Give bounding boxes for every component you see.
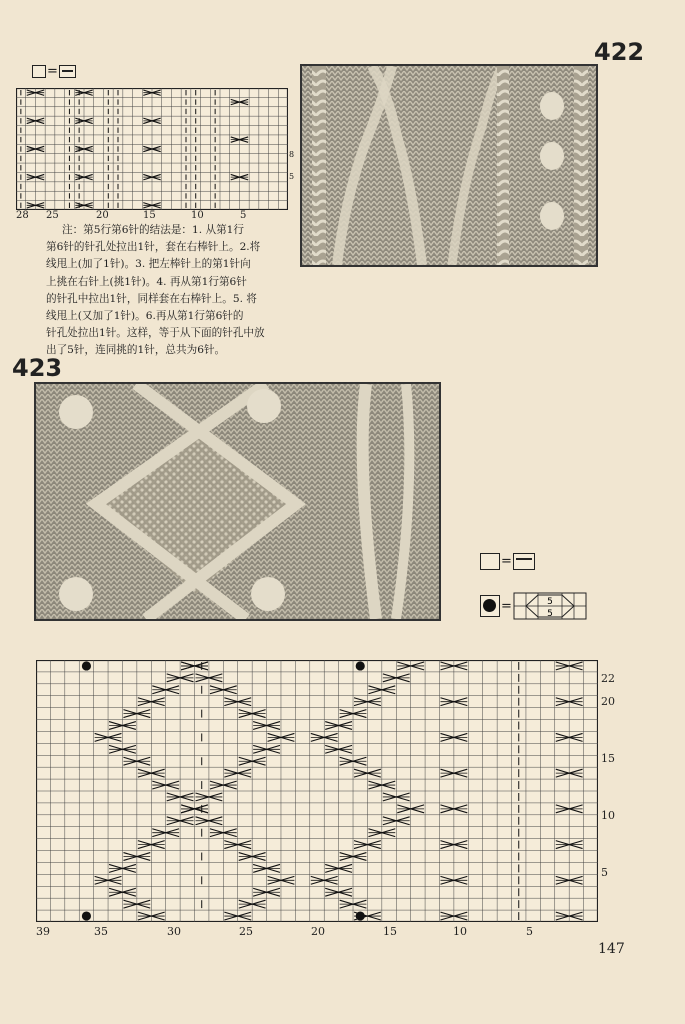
legend-422 bbox=[32, 64, 76, 79]
legend-423-knit bbox=[480, 553, 535, 570]
chart-423-grid bbox=[36, 660, 598, 922]
row-label: 22 bbox=[601, 672, 615, 685]
equals-sign: = bbox=[501, 554, 512, 569]
row-label: 8 bbox=[289, 150, 295, 159]
col-label: 15 bbox=[143, 210, 156, 221]
note-line: 的针孔中拉出1针，同样套在右棒针上。5. 将 bbox=[46, 292, 257, 305]
col-label: 5 bbox=[526, 925, 533, 938]
col-label: 30 bbox=[167, 925, 181, 938]
equals-sign: = bbox=[501, 598, 512, 614]
pattern-422-note bbox=[46, 222, 296, 360]
purl-symbol bbox=[59, 65, 76, 78]
page-number: 147 bbox=[598, 941, 625, 957]
swatch-423-image bbox=[36, 384, 439, 619]
col-label: 5 bbox=[240, 210, 247, 221]
bobble-dot-icon bbox=[356, 911, 365, 920]
note-line: 线甩上(又加了1针)。6.再从第1行第6针的 bbox=[46, 310, 244, 323]
col-label: 10 bbox=[453, 925, 467, 938]
pattern-number-423: 423 bbox=[12, 354, 63, 382]
row-label: 10 bbox=[601, 809, 615, 822]
pattern-number-422: 422 bbox=[594, 38, 645, 66]
chart-422-col-labels bbox=[16, 210, 288, 222]
knit-symbol bbox=[480, 553, 500, 570]
bobble-dot-icon bbox=[82, 661, 91, 670]
note-line: 注：第5行第6针的结法是：1. 从第1行 bbox=[62, 224, 245, 236]
row-label: 5 bbox=[289, 172, 295, 181]
col-label: 25 bbox=[46, 210, 59, 221]
chart-422 bbox=[16, 88, 288, 214]
bobble-chart-icon bbox=[513, 592, 587, 620]
knit-swatch-photo-422 bbox=[300, 64, 598, 267]
col-label: 28 bbox=[16, 210, 29, 221]
bobble-dot-icon bbox=[356, 661, 365, 670]
col-label: 20 bbox=[311, 925, 325, 938]
chart-423-col-labels bbox=[36, 925, 598, 939]
col-label: 20 bbox=[96, 210, 109, 221]
note-line: 针孔处拉出1针。这样，等于从下面的针孔中放 bbox=[46, 327, 265, 340]
col-label: 25 bbox=[239, 925, 253, 938]
note-line: 第6针的针孔处拉出1针，套在右棒针上。2.将 bbox=[46, 241, 261, 254]
col-label: 39 bbox=[36, 925, 50, 938]
chart-422-grid bbox=[16, 88, 288, 210]
col-label: 15 bbox=[383, 925, 397, 938]
swatch-422-image bbox=[302, 66, 596, 265]
row-label: 20 bbox=[601, 695, 615, 708]
purl-symbol bbox=[513, 553, 535, 570]
note-line: 出了5针，连同挑的1针，总共为6针。 bbox=[46, 344, 226, 357]
equals-sign: = bbox=[47, 64, 58, 79]
bobble-dot-icon bbox=[82, 911, 91, 920]
col-label: 10 bbox=[191, 210, 204, 221]
knit-swatch-photo-423 bbox=[34, 382, 441, 621]
knit-symbol bbox=[32, 65, 46, 78]
row-label: 5 bbox=[601, 866, 608, 879]
bobble-count-bottom: 5 bbox=[547, 609, 553, 619]
chart-423 bbox=[36, 660, 598, 926]
col-label: 35 bbox=[94, 925, 108, 938]
bobble-count-top: 5 bbox=[547, 597, 553, 607]
row-label: 15 bbox=[601, 752, 615, 765]
bobble-dot-icon bbox=[483, 599, 496, 612]
note-line: 线甩上(加了1针)。3. 把左棒针上的第1针向 bbox=[46, 258, 251, 271]
note-line: 上挑在右针上(挑1针)。4. 再从第1行第6针 bbox=[46, 275, 247, 288]
bobble-symbol bbox=[480, 595, 500, 617]
legend-423-bobble bbox=[480, 592, 587, 620]
